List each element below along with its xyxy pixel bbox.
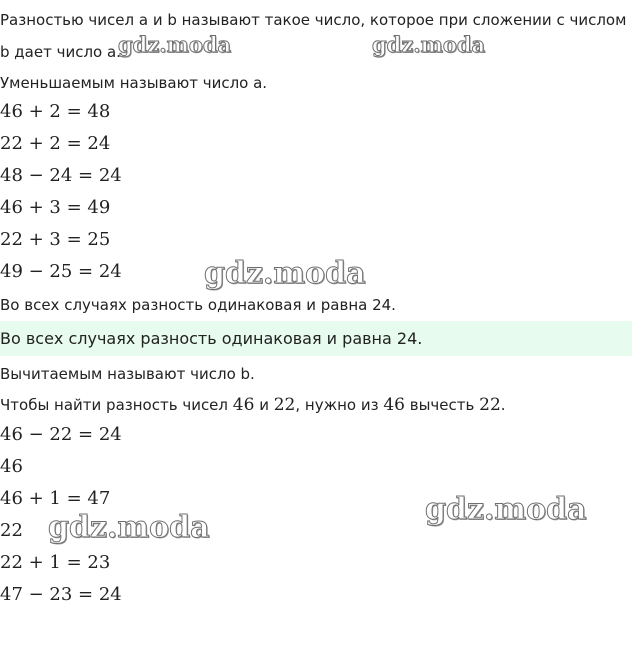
instruction-part: Чтобы найти разность чисел [0,396,233,414]
equation: 22 + 3 = 25 [0,229,111,250]
definition-difference-line2: b дает число a. [0,43,121,61]
instruction-number: 46 [383,395,405,415]
instruction-number: 22 [273,395,296,415]
equation: 22 + 2 = 24 [0,133,111,154]
instruction-part: , нужно из [295,396,384,414]
definition-minuend: Уменьшаемым называют число a. [0,74,268,92]
definition-difference-line1: Разностью чисел a и b называют такое число, которое при сложении с числом [0,11,627,29]
equation: 48 − 24 = 24 [0,165,122,186]
instruction-part: . [500,396,506,414]
instruction-part: и [254,396,274,414]
watermark: gdz.moda [425,492,587,527]
equation: 47 − 23 = 24 [0,584,122,605]
instruction-part: вычесть [404,396,480,414]
equation: 46 + 3 = 49 [0,197,111,218]
instruction-number: 46 [232,395,255,415]
equation: 49 − 25 = 24 [0,261,122,282]
equation: 46 − 22 = 24 [0,424,122,445]
definition-subtrahend: Вычитаемым называют число b. [0,365,255,383]
highlighted-answer: Во всех случаях разность одинаковая и равна 24. [0,329,423,348]
watermark: gdz.moda [48,510,210,545]
watermark: gdz.moda [118,32,232,57]
instruction-text [0,395,506,415]
watermark: gdz.moda [204,256,366,291]
equation: 46 + 2 = 48 [0,101,111,122]
equation: 46 + 1 = 47 [0,488,111,509]
equation: 46 [0,456,23,477]
watermark: gdz.moda [372,32,486,57]
equation: 22 [0,520,23,541]
conclusion-text: Во всех случаях разность одинаковая и равна 24. [0,296,396,314]
equation: 22 + 1 = 23 [0,552,111,573]
instruction-number: 22 [479,395,501,415]
